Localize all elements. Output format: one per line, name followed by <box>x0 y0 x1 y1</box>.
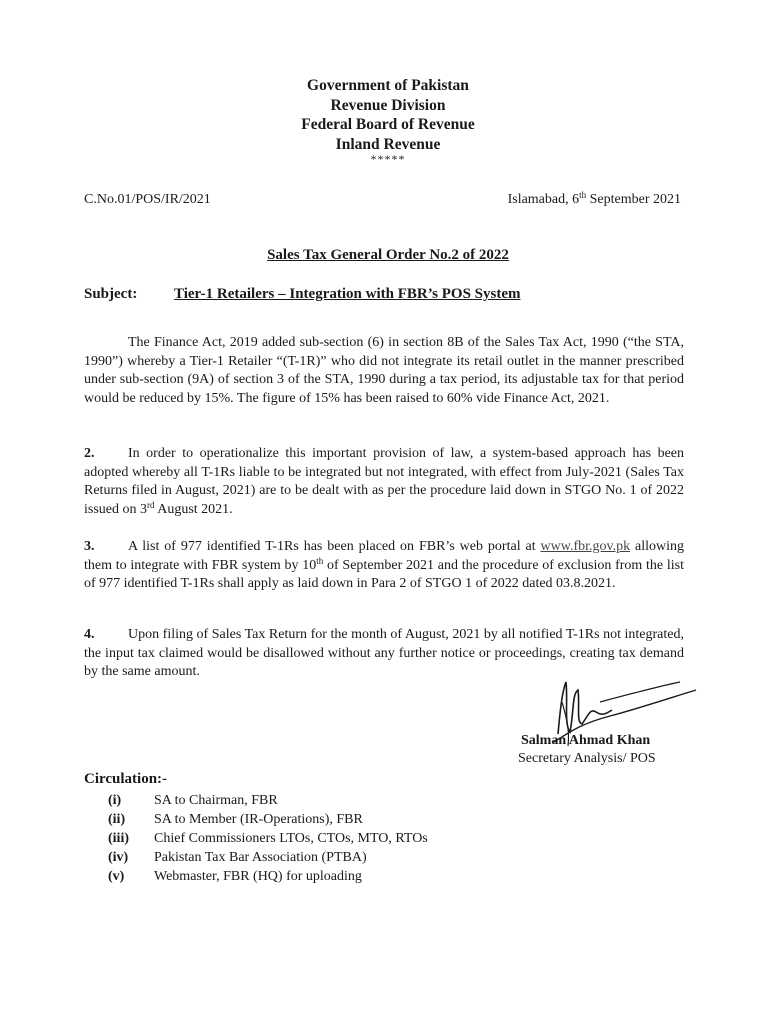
header-inland-revenue: Inland Revenue <box>335 135 441 153</box>
paragraph-number: 3. <box>84 539 95 554</box>
paragraph-number: 2. <box>84 446 95 461</box>
paragraph-2: 2. In order to operationalize this important provision of law, a system-based approach has been adopted whereby all T-1Rs liable to be integrated but not integrated, with effect from July-2021 (Sales Tax Returns filed in August, 2021) are to be dealt with as per the procedure laid down in STGO No. 1 of 2022 issued on 3rd August 2021. <box>84 446 684 517</box>
signatory-name: Salman Ahmad Khan <box>521 733 651 748</box>
header-stars: ***** <box>370 152 406 166</box>
letterhead <box>0 76 768 164</box>
circulation-list <box>108 791 428 886</box>
paragraph-number: 4. <box>84 627 95 642</box>
header-board: Federal Board of Revenue <box>301 116 475 133</box>
circulation-heading: Circulation:- <box>84 771 168 787</box>
circulation-item: (ii) SA to Member (IR-Operations), FBR <box>108 812 363 827</box>
fbr-website-link[interactable]: www.fbr.gov.pk <box>540 539 631 554</box>
reference-number: C.No.01/POS/IR/2021 <box>84 192 211 207</box>
circulation-item: (iv) Pakistan Tax Bar Association (PTBA) <box>108 850 367 865</box>
subject-label: Subject: <box>84 286 138 302</box>
signatory-title: Secretary Analysis/ POS <box>518 751 656 766</box>
circulation-item: (i) SA to Chairman, FBR <box>108 793 278 808</box>
circulation-item: (iii) Chief Commissioners LTOs, CTOs, MTO, RTOs <box>108 831 428 846</box>
header-division: Revenue Division <box>330 96 446 114</box>
issue-date: Islamabad, 6th September 2021 <box>507 190 681 207</box>
paragraph-4: 4. Upon filing of Sales Tax Return for the month of August, 2021 by all notified T-1Rs not integrated, the input tax claimed would be disallowed without any further notice or proceedings, creating tax demand by the same amount. <box>84 627 684 679</box>
order-title: Sales Tax General Order No.2 of 2022 <box>267 247 509 263</box>
paragraph-3: 3. A list of 977 identified T-1Rs has been placed on FBR’s web portal at www.fbr.gov.pk allowing them to integrate with FBR system by 10th of September 2021 and the procedure of exclusion from the list of 977 identified T-1Rs shall apply as laid down in Para 2 of STGO 1 of 2022 dated 03.8.2021. <box>84 539 684 591</box>
subject-text: Tier-1 Retailers – Integration with FBR’s POS System <box>174 286 521 302</box>
paragraph-1: The Finance Act, 2019 added sub-section (6) in section 8B of the Sales Tax Act, 1990 (“the STA, 1990”) whereby a Tier-1 Retailer “(T-1R)” who did not integrate its retail outlet in the manner prescribed under sub-section (9A) of section 3 of the STA, 1990 during a tax period, its adjustable tax for that period would be reduced by 15%. The figure of 15% has been raised to 60% vide Finance Act, 2021. <box>84 335 684 406</box>
subject-line <box>84 286 521 303</box>
circulation-item: (v) Webmaster, FBR (HQ) for uploading <box>108 869 362 884</box>
header-government: Government of Pakistan <box>307 77 469 94</box>
